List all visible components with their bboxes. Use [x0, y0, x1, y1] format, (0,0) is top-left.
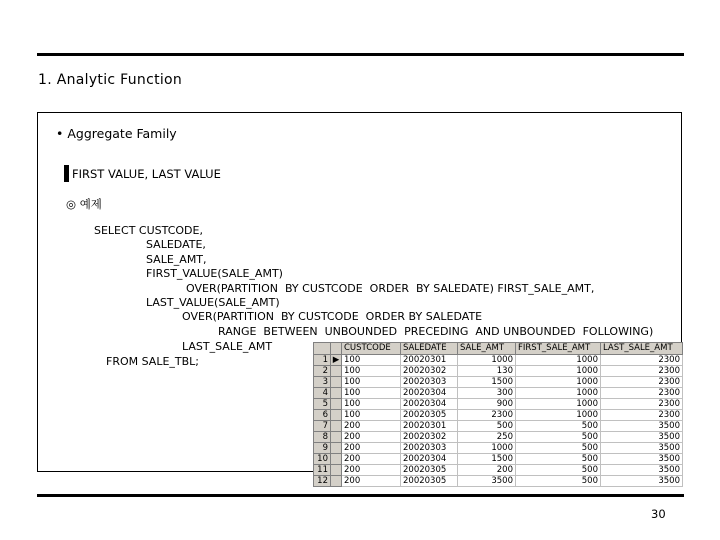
cell-first-sale-amt[interactable]: 1000	[516, 377, 601, 388]
cell-saledate[interactable]: 20020305	[401, 476, 458, 487]
table-row[interactable]	[314, 476, 683, 487]
sql-line-4: FIRST_VALUE(SALE_AMT)	[146, 267, 283, 280]
cell-first-sale-amt[interactable]: 1000	[516, 366, 601, 377]
page-number: 30	[651, 507, 666, 521]
grid-corner-cell	[314, 343, 331, 355]
bottom-rule	[37, 494, 684, 497]
col-header-first-sale-amt[interactable]: FIRST_SALE_AMT	[516, 343, 601, 355]
cell-last-sale-amt[interactable]: 2300	[601, 388, 683, 399]
cell-custcode[interactable]: 100	[342, 366, 401, 377]
row-pointer-cell[interactable]	[331, 366, 342, 377]
row-number-cell[interactable]: 4	[314, 388, 331, 399]
cell-last-sale-amt[interactable]: 2300	[601, 399, 683, 410]
row-pointer-cell[interactable]	[331, 421, 342, 432]
row-number-cell[interactable]: 3	[314, 377, 331, 388]
bullet-aggregate-family: • Aggregate Family	[56, 126, 177, 141]
cell-saledate[interactable]: 20020305	[401, 410, 458, 421]
cell-saledate[interactable]: 20020305	[401, 465, 458, 476]
row-pointer-cell[interactable]	[331, 410, 342, 421]
cell-last-sale-amt[interactable]: 3500	[601, 421, 683, 432]
cell-first-sale-amt[interactable]: 1000	[516, 388, 601, 399]
cell-last-sale-amt[interactable]: 2300	[601, 366, 683, 377]
sql-line-2: SALEDATE,	[146, 238, 206, 251]
row-number-cell[interactable]: 2	[314, 366, 331, 377]
cell-first-sale-amt[interactable]: 1000	[516, 355, 601, 366]
cell-last-sale-amt[interactable]: 3500	[601, 454, 683, 465]
cell-saledate[interactable]: 20020304	[401, 399, 458, 410]
table-row[interactable]	[314, 465, 683, 476]
sql-line-3: SALE_AMT,	[146, 253, 207, 266]
subheading-bar-marker	[64, 165, 69, 182]
grid-header-row	[314, 343, 683, 355]
grid-pointer-header	[331, 343, 342, 355]
col-header-sale-amt[interactable]: SALE_AMT	[458, 343, 516, 355]
row-pointer-cell[interactable]	[331, 388, 342, 399]
sql-line-7: OVER(PARTITION BY CUSTCODE ORDER BY SALEDATE	[182, 310, 483, 323]
cell-sale-amt[interactable]: 250	[458, 432, 516, 443]
cell-sale-amt[interactable]: 1500	[458, 454, 516, 465]
cell-custcode[interactable]: 200	[342, 465, 401, 476]
cell-first-sale-amt[interactable]: 500	[516, 465, 601, 476]
cell-sale-amt[interactable]: 300	[458, 388, 516, 399]
cell-custcode[interactable]: 100	[342, 355, 401, 366]
cell-first-sale-amt[interactable]: 1000	[516, 399, 601, 410]
cell-saledate[interactable]: 20020302	[401, 432, 458, 443]
cell-custcode[interactable]: 100	[342, 410, 401, 421]
cell-last-sale-amt[interactable]: 2300	[601, 377, 683, 388]
result-grid	[313, 342, 683, 487]
row-pointer-cell[interactable]	[331, 399, 342, 410]
row-number-cell[interactable]: 5	[314, 399, 331, 410]
grid-body	[314, 355, 683, 487]
cell-saledate[interactable]: 20020303	[401, 443, 458, 454]
cell-custcode[interactable]: 100	[342, 399, 401, 410]
cell-custcode[interactable]: 200	[342, 421, 401, 432]
table-row[interactable]	[314, 366, 683, 377]
table-row[interactable]	[314, 454, 683, 465]
sql-line-8: RANGE BETWEEN UNBOUNDED PRECEDING AND UNBOUNDED FOLLOWING)	[218, 325, 654, 338]
cell-custcode[interactable]: 100	[342, 377, 401, 388]
table-row[interactable]	[314, 355, 683, 366]
table-row[interactable]	[314, 399, 683, 410]
cell-custcode[interactable]: 200	[342, 432, 401, 443]
row-pointer-cell[interactable]	[331, 476, 342, 487]
row-number-cell[interactable]: 12	[314, 476, 331, 487]
row-number-cell[interactable]: 6	[314, 410, 331, 421]
row-pointer-cell[interactable]	[331, 377, 342, 388]
cell-last-sale-amt[interactable]: 3500	[601, 432, 683, 443]
row-number-cell[interactable]: 8	[314, 432, 331, 443]
cell-saledate[interactable]: 20020301	[401, 355, 458, 366]
col-header-saledate[interactable]: SALEDATE	[401, 343, 458, 355]
cell-custcode[interactable]: 200	[342, 476, 401, 487]
cell-first-sale-amt[interactable]: 500	[516, 476, 601, 487]
cell-last-sale-amt[interactable]: 3500	[601, 476, 683, 487]
sql-line-9: LAST_SALE_AMT	[182, 340, 273, 353]
row-number-cell[interactable]: 1	[314, 355, 331, 366]
cell-saledate[interactable]: 20020303	[401, 377, 458, 388]
example-label: ◎ 예제	[66, 197, 102, 211]
cell-last-sale-amt[interactable]: 3500	[601, 465, 683, 476]
cell-sale-amt[interactable]: 3500	[458, 476, 516, 487]
table-row[interactable]	[314, 421, 683, 432]
cell-last-sale-amt[interactable]: 3500	[601, 443, 683, 454]
cell-saledate[interactable]: 20020301	[401, 421, 458, 432]
row-number-cell[interactable]: 10	[314, 454, 331, 465]
cell-sale-amt[interactable]: 1000	[458, 355, 516, 366]
row-pointer-cell[interactable]: ▶	[331, 355, 342, 366]
cell-sale-amt[interactable]: 2300	[458, 410, 516, 421]
cell-first-sale-amt[interactable]: 500	[516, 432, 601, 443]
slide-title: 1. Analytic Function	[38, 72, 183, 88]
cell-sale-amt[interactable]: 200	[458, 465, 516, 476]
sql-line-10: FROM SALE_TBL;	[106, 355, 200, 368]
sql-line-1: SELECT CUSTCODE,	[94, 224, 203, 237]
col-header-last-sale-amt[interactable]: LAST_SALE_AMT	[601, 343, 683, 355]
cell-saledate[interactable]: 20020304	[401, 454, 458, 465]
cell-saledate[interactable]: 20020304	[401, 388, 458, 399]
sql-line-6: LAST_VALUE(SALE_AMT)	[146, 296, 280, 309]
col-header-custcode[interactable]: CUSTCODE	[342, 343, 401, 355]
section-subheading	[64, 165, 221, 182]
cell-custcode[interactable]: 200	[342, 443, 401, 454]
cell-first-sale-amt[interactable]: 500	[516, 421, 601, 432]
table-row[interactable]	[314, 443, 683, 454]
cell-sale-amt[interactable]: 1500	[458, 377, 516, 388]
row-number-cell[interactable]: 9	[314, 443, 331, 454]
cell-saledate[interactable]: 20020302	[401, 366, 458, 377]
cell-custcode[interactable]: 200	[342, 454, 401, 465]
cell-sale-amt[interactable]: 900	[458, 399, 516, 410]
table-row[interactable]	[314, 377, 683, 388]
table-row[interactable]	[314, 388, 683, 399]
row-pointer-cell[interactable]	[331, 465, 342, 476]
cell-custcode[interactable]: 100	[342, 388, 401, 399]
cell-last-sale-amt[interactable]: 2300	[601, 355, 683, 366]
cell-sale-amt[interactable]: 500	[458, 421, 516, 432]
row-pointer-cell[interactable]	[331, 443, 342, 454]
subheading-text: FIRST VALUE, LAST VALUE	[72, 166, 221, 181]
cell-sale-amt[interactable]: 130	[458, 366, 516, 377]
table-row[interactable]	[314, 432, 683, 443]
cell-sale-amt[interactable]: 1000	[458, 443, 516, 454]
table-row[interactable]	[314, 410, 683, 421]
row-number-cell[interactable]: 11	[314, 465, 331, 476]
cell-first-sale-amt[interactable]: 1000	[516, 410, 601, 421]
cell-first-sale-amt[interactable]: 500	[516, 454, 601, 465]
cell-first-sale-amt[interactable]: 500	[516, 443, 601, 454]
cell-last-sale-amt[interactable]: 2300	[601, 410, 683, 421]
row-number-cell[interactable]: 7	[314, 421, 331, 432]
top-rule	[37, 53, 684, 56]
row-pointer-cell[interactable]	[331, 432, 342, 443]
sql-line-5: OVER(PARTITION BY CUSTCODE ORDER BY SALEDATE) FIRST_SALE_AMT,	[186, 282, 595, 295]
row-pointer-cell[interactable]	[331, 454, 342, 465]
